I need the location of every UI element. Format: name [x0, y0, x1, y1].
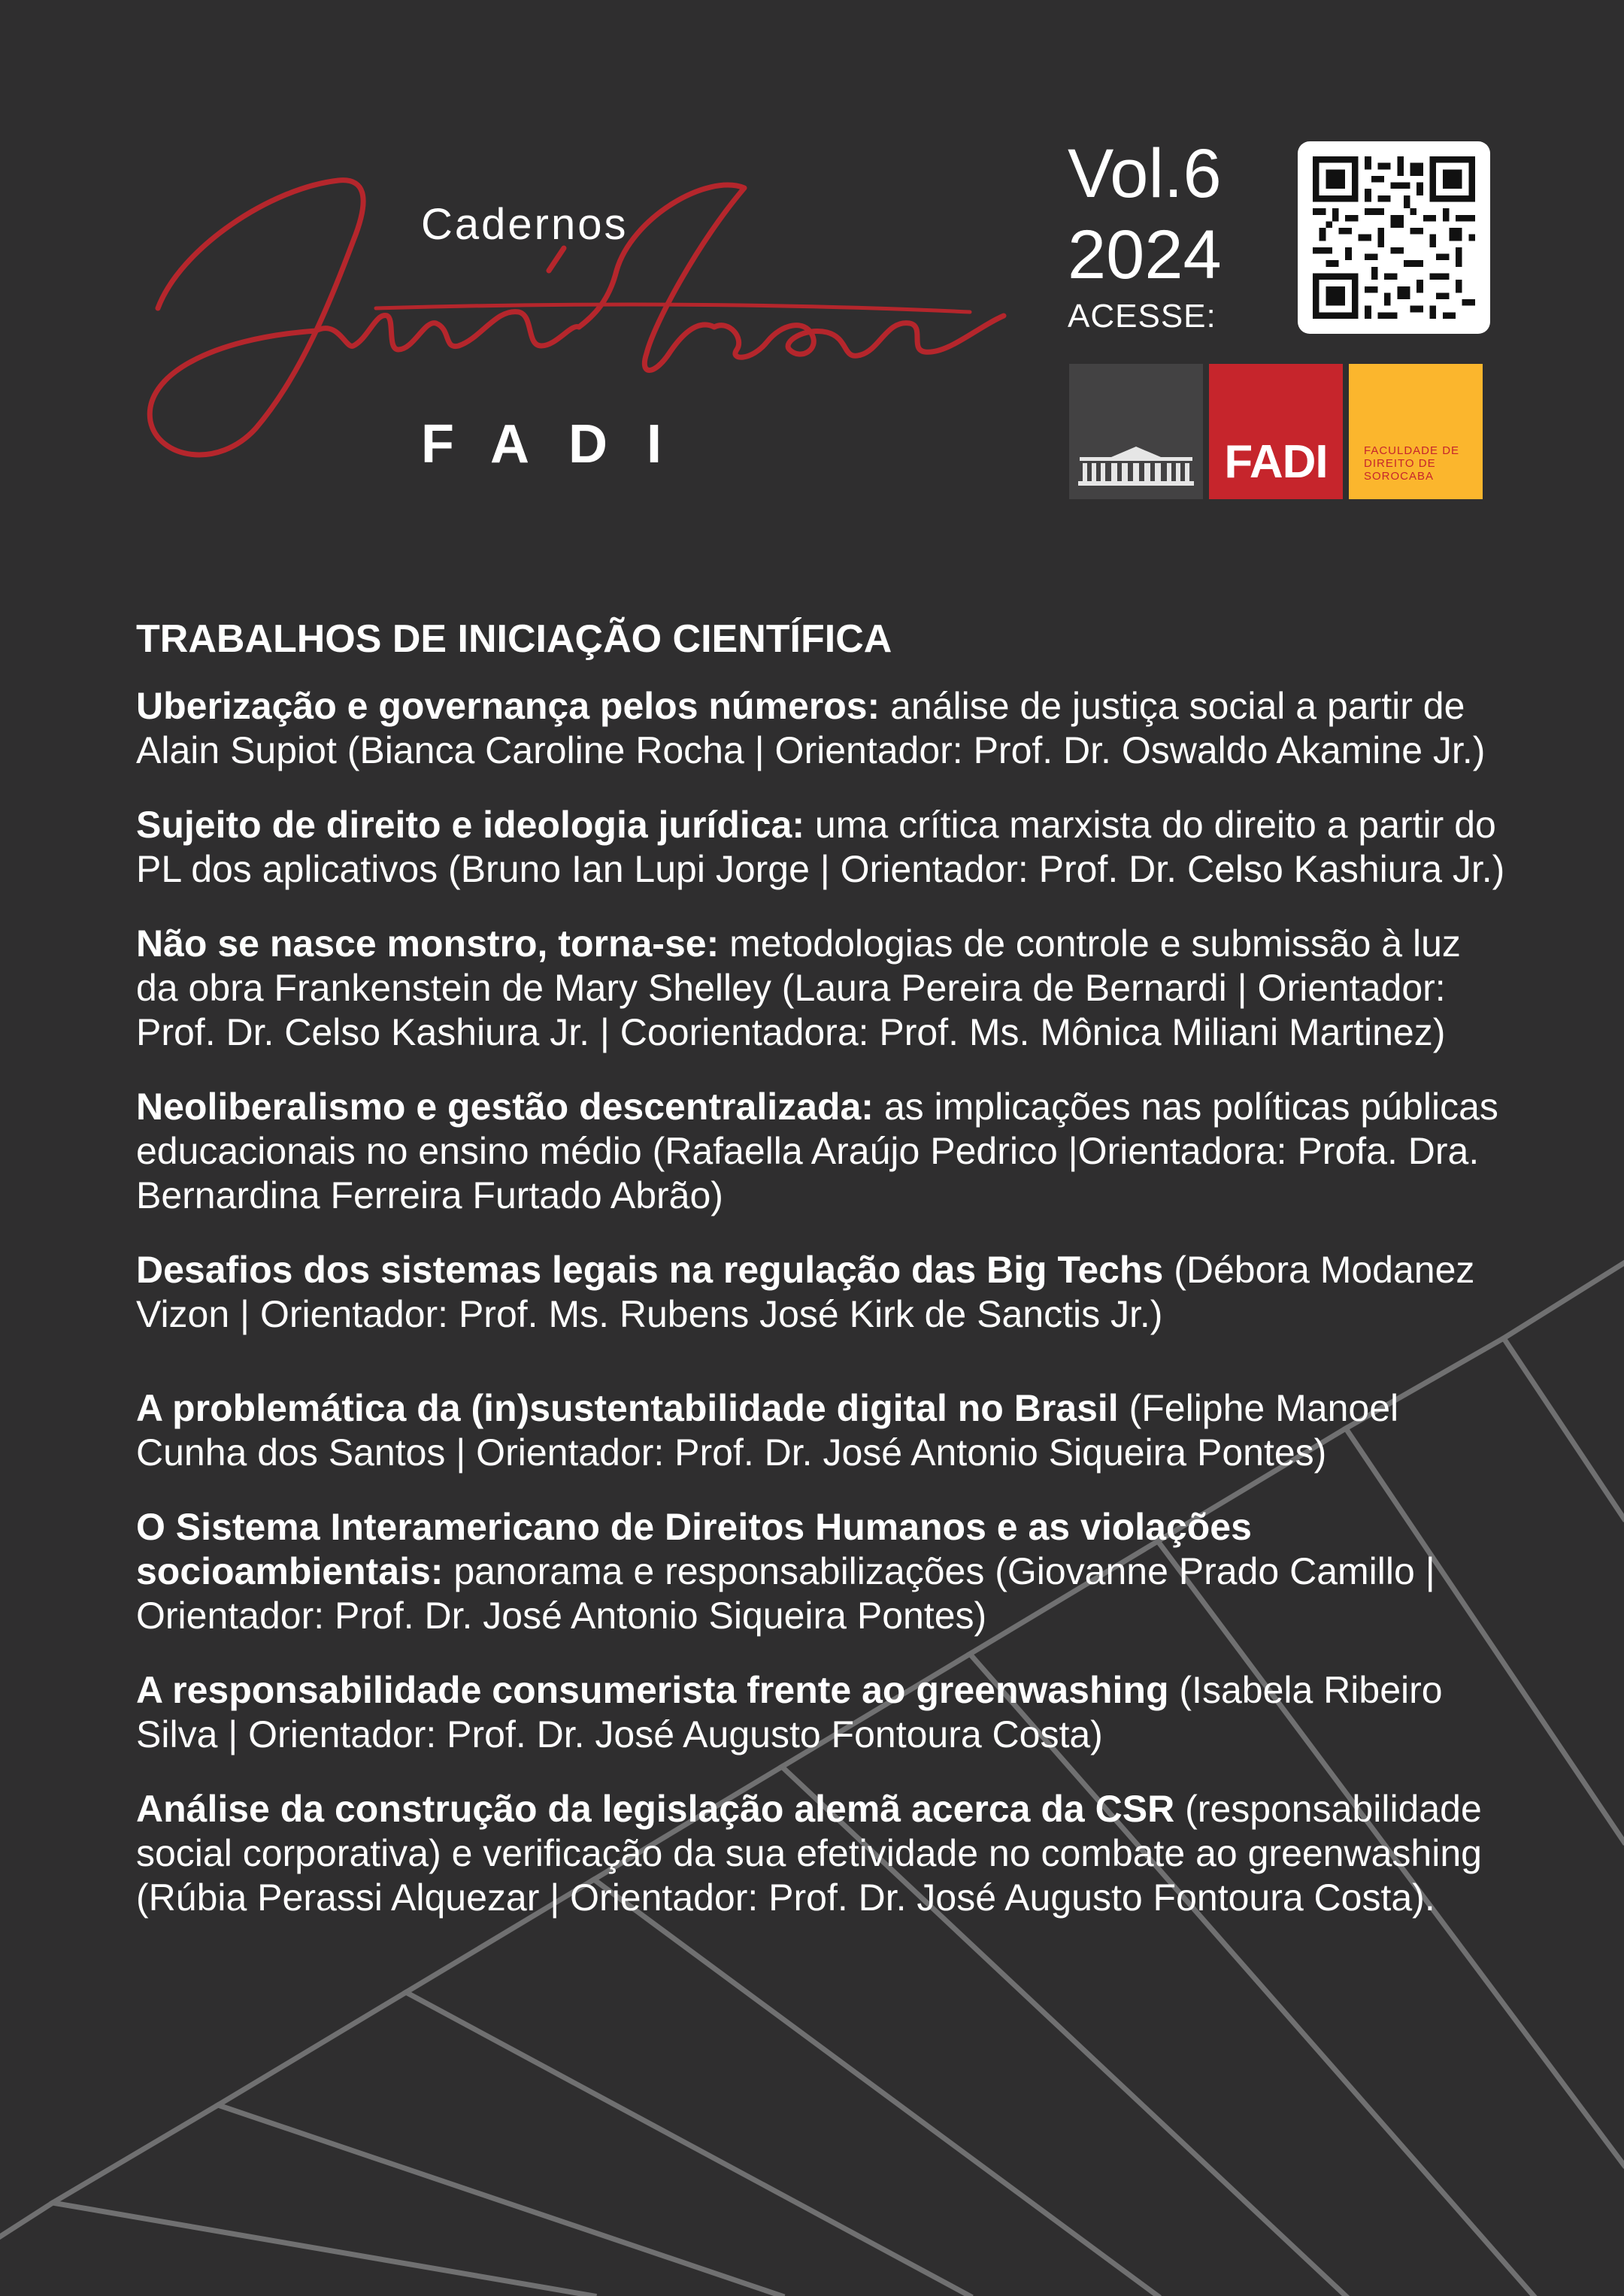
entry-title: Não se nasce monstro, torna-se:: [136, 922, 720, 965]
entry-detail: (responsabilidade social corporativa) e verificação da sua efetividade no combate ao greenwashing (Rúbia Perassi Alquezar | Orientador: Prof. Dr. José Augusto Fontoura Costa).: [136, 1788, 1482, 1919]
list-item: [136, 1668, 1512, 1757]
list-item: [136, 1248, 1512, 1337]
faculdade-text: FACULDADE DE DIREITO DE SOROCABA: [1364, 444, 1460, 483]
entry-title: A problemática da (in)sustentabilidade digital no Brasil: [136, 1387, 1119, 1429]
entry-detail: (Isabela Ribeiro Silva | Orientador: Prof. Dr. José Augusto Fontoura Costa): [136, 1669, 1443, 1755]
qr-code-icon: [1313, 156, 1475, 319]
volume-label: Vol.6: [1068, 135, 1222, 212]
access-label: ACESSE:: [1068, 298, 1216, 335]
year-label: 2024: [1068, 217, 1222, 293]
qr-code[interactable]: [1298, 141, 1490, 334]
faculdade-logo: [1349, 364, 1483, 499]
list-item: [136, 684, 1512, 773]
fadi-label: FADI: [421, 414, 701, 474]
entry-title: Análise da construção da legislação alemã acerca da CSR: [136, 1788, 1175, 1830]
list-item: [136, 1505, 1512, 1638]
entry-detail: as implicações nas políticas públicas educacionais no ensino médio (Rafaella Araújo Pedrico |Orientadora: Profa. Dra. Bernardina Ferreira Furtado Abrão): [136, 1086, 1498, 1216]
fadi-logo: [1209, 364, 1343, 499]
entry-title: O Sistema Interamericano de Direitos Humanos e as violações socioambientais:: [136, 1506, 1252, 1592]
entry-title: Desafios dos sistemas legais na regulação das Big Techs: [136, 1249, 1164, 1291]
institution-logos: [1069, 364, 1483, 499]
entry-detail: metodologias de controle e submissão à luz da obra Frankenstein de Mary Shelley (Laura Pereira de Bernardi | Orientador: Prof. Dr. Celso Kashiura Jr. | Coorientadora: Prof. Ms. Mônica Miliani Martinez): [136, 922, 1461, 1053]
list-item: [136, 803, 1512, 892]
entry-detail: análise de justiça social a partir de Alain Supiot (Bianca Caroline Rocha | Orientador: Prof. Dr. Oswaldo Akamine Jr.): [136, 685, 1486, 771]
entry-detail: (Débora Modanez Vizon | Orientador: Prof. Ms. Rubens José Kirk de Sanctis Jr.): [136, 1249, 1475, 1335]
list-item: [136, 1085, 1512, 1218]
entry-detail: panorama e responsabilizações (Giovanne Prado Camillo | Orientador: Prof. Dr. José Antonio Siqueira Pontes): [136, 1550, 1435, 1637]
list-item: [136, 1787, 1512, 1920]
entry-detail: (Feliphe Manoel Cunha dos Santos | Orientador: Prof. Dr. José Antonio Siqueira Pontes): [136, 1387, 1399, 1474]
building-logo: [1069, 364, 1203, 499]
list-item: [136, 1386, 1512, 1475]
entry-title: Uberização e governança pelos números:: [136, 685, 880, 727]
entry-title: A responsabilidade consumerista frente ao greenwashing: [136, 1669, 1169, 1711]
section-title: TRABALHOS DE INICIAÇÃO CIENTÍFICA: [136, 617, 892, 661]
cadernos-label: Cadernos: [421, 200, 629, 249]
building-icon: [1075, 447, 1197, 489]
issue-info: [1068, 135, 1222, 335]
list-item: [136, 922, 1512, 1055]
entry-title: Neoliberalismo e gestão descentralizada:: [136, 1086, 874, 1128]
contents-list: [136, 616, 1512, 1950]
entry-title: Sujeito de direito e ideologia jurídica:: [136, 804, 805, 846]
journal-logo: [128, 158, 1007, 496]
entry-detail: uma crítica marxista do direito a partir do PL dos aplicativos (Bruno Ian Lupi Jorge | Orientador: Prof. Dr. Celso Kashiura Jr.): [136, 804, 1505, 890]
fadi-logo-text: FADI: [1224, 436, 1328, 488]
